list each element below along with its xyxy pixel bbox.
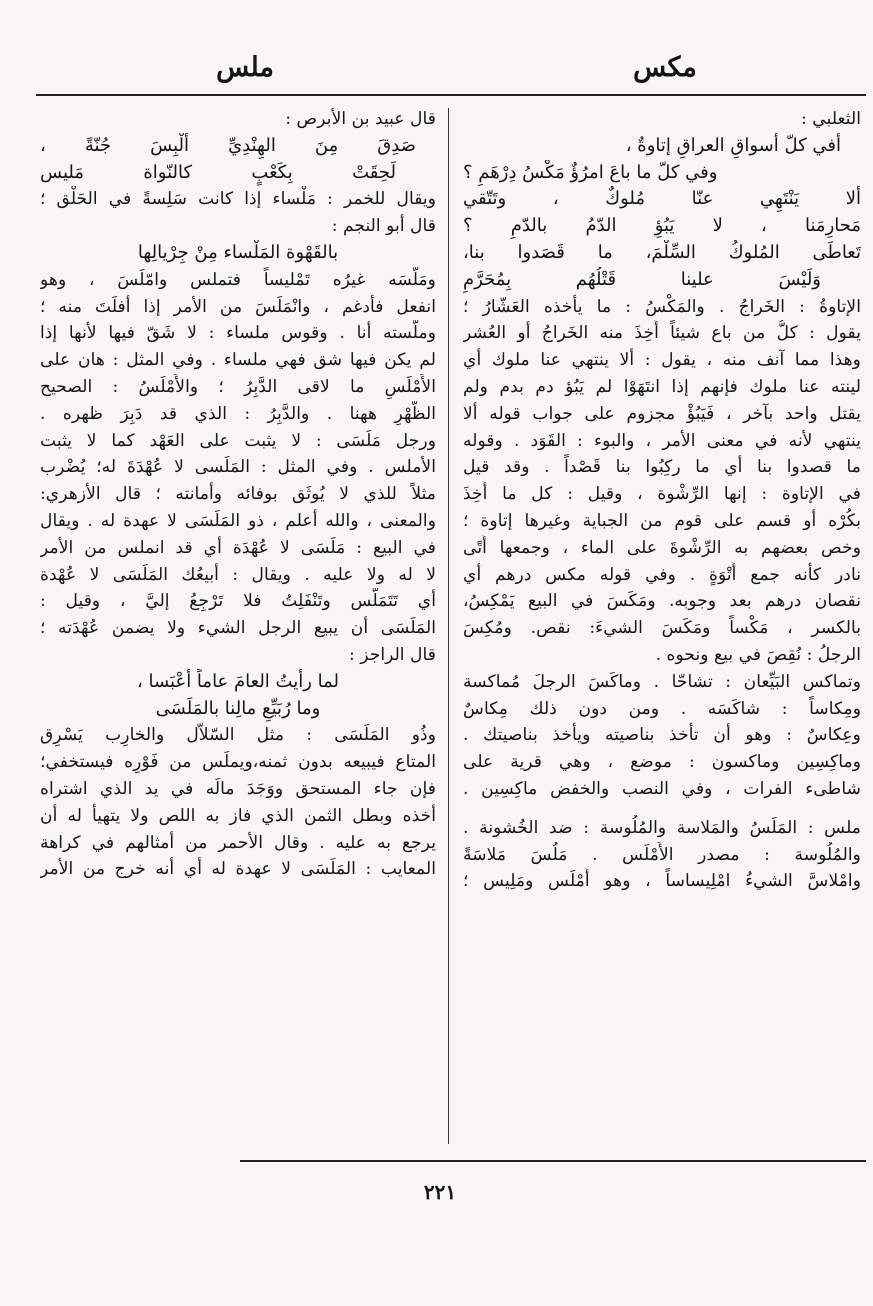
text-line: والمُلُوسة : مصدر الأَمْلَس . مَلُسَ مَلاسَةً [463,844,861,865]
text-line: انفعل فأُدغم ، وانْمَلَسَ من الأمر إذا أفلَتَ منه ؛ [40,296,436,317]
left-running-headword: ملس [216,52,274,83]
text-line: ما قصدوا بنا أي ما ركِبُوا بنا قَصْداً . وقد قيل [463,457,861,478]
right-column [463,106,861,895]
text-line: الظَّهْرِ ههنا . والدَّبِرُ : الذي قد دَبِرَ ظهره . [40,403,436,424]
verse-line: ألا يَنْتَهِي عنّا مُلوكٌ ، وتَتّقي [463,188,861,210]
text-line: لا له ولا عليه . ويقال : أبيعُك المَلَسَى لا عُهْدة [40,564,436,585]
entry-start-line: ملس : المَلَسُ والمَلاسة والمُلُوسة : ضد الخُشونة . [463,817,861,838]
verse-line: وفي كلّ ما باعَ امرُؤٌ مَكْسُ دِرْهَمِ ؟ [463,161,718,183]
text-line: في الإتاوة : إنها الرِّشْوة ، وقيل : كل ما أُخِذَ [463,484,861,505]
text-line: وذُو المَلَسَى : مثل السّلاّل والخارِب يَسْرِق [40,725,436,746]
entry-spacer [463,803,861,815]
text-line: لينته عنا ملوك فإنهم إذا انتَهَوْا لم يَبُؤ دم بدم ولم [463,376,861,397]
text-line: فإن جاء المستحق ووَجَدَ مالَه في يد الذي اشتراه [40,778,436,799]
text-line: بالكسر ، مَكْساً ومَكَسَ الشيءَ: نقص. ومُكِسَ [463,618,861,639]
top-rule [36,94,866,96]
text-line: وعِكاسٌ : وهو أن تأخذ بناصيته ويأخذ بناصيتك . [463,725,861,746]
text-line: المعايب : المَلَسَى لا عهدة له أي أنه خرج من الأمر [40,859,436,880]
text-line: وخص بعضهم به الرِّشْوةَ على الماء ، وجمعها أُتًى [463,537,861,558]
verse-line: وما رُبَيِّعٍ مالِنا بالمَلَسَى [155,697,321,719]
text-line: وملّسته أنا . وقوس ملساء : لا شَقّ فيها لأنها إذا [40,323,436,344]
text-line: نادر كأنه جمع أَتْوَةٍ . وفي قوله مكس درهم أي [463,564,861,585]
text-line: ومِكاساً : شاكَسَه . ومن دون ذلك مِكاسٌ [463,698,861,719]
text-line: في البيع : مَلَسَى لا عُهْدَة أي قد انملس من الأمر [40,537,436,558]
text-line: الثعلبي : [801,109,861,129]
text-line: وماكِسِين وماكسون : موضع ، وهي قرية على [463,752,861,773]
text-line: ورجل مَلَسَى : لا يثبت على العَهْد كما لا يثبت [40,430,436,451]
text-line: وتماكس البَيِّعان : تشاحّا . وماكَسَ الرجلَ مُماكسة [463,671,861,692]
bottom-rule [240,1160,866,1162]
text-line: يقول : كلُّ من باع شيئاً أُخِذَ منه الخَراجُ أو العُشر [463,323,861,344]
text-line: يقتل واحد بآخر ، فَيَبُؤْ مجزوم على جواب قوله ألا [463,403,861,424]
verse-line: مَحارِمَنا ، لا يَبُؤِ الدّمُ بالدّمِ ؟ [463,215,861,237]
text-line: بكُرْه أو قسم على قوم من الجباية وغيرها إتاوة ؛ [463,510,861,531]
text-line: قال الراجز : [348,644,436,665]
text-line: وامْلاسَّ الشيءُ امْلِيساساً ، وهو أَمْلَس ومَلِيس ؛ [463,871,861,892]
text-line: لم يكن فيها شق فهي ملساء . وفي المثل : هان على [40,350,436,371]
verse-line: لما رأيتُ العامَ عاماً أَعْبَسا ، [136,670,340,692]
text-line: الإتاوةُ : الخَراجُ . والمَكْسُ : ما يأخذه العَشّارُ ؛ [463,296,861,317]
text-line: قال عبيد بن الأبرص : [285,109,436,129]
right-running-headword: مكس [633,52,697,83]
text-line: المتاع فيبيعه بدون ثمنه،ويملَس من فَوْرِه فيستخفي؛ [40,752,436,773]
text-line: يرجع به عليه . وقال الأحمر من أمثالهم في كراهة [40,832,436,853]
text-line: ينتهي لأنه في معنى الأمر ، والبوء : القَوَد . وقوله [463,430,861,451]
text-line: مثلاً للذي لا يُوثَق بوفائه وأمانته ؛ قال الأزهري: [40,484,436,505]
text-line: ومَلّسَه غيرُه تَمْليساً فتملس وامّلَسَ ، وهو [40,269,436,290]
text-line: ويقال للخمر : مَلْساء إذا كانت سَلِسةً في الحَلْق ؛ [40,189,436,210]
left-column [40,106,436,883]
verse-line: وَلَيْسَ علينا قَتْلُهُم بِمُحَرَّمِ [463,268,821,290]
text-line: الأملس . وفي المثل : المَلَسى لا عُهْدَةَ له؛ يُضْرب [40,457,436,478]
verse-line: بالقَهْوة المَلْساء مِنْ جِرْيالِها [137,241,339,263]
verse-line: تَعاطَى المُلوكُ السِّلْمَ، ما قَصَدوا بنا، [463,241,861,263]
text-line: الرجلُ : نُقِصَ في بيع ونحوه . [655,644,861,665]
column-divider [448,108,449,1144]
verse-line: صَدِقَ مِنَ الهِنْدِيِّ أَلْبِسَ جُنّةً ، [40,134,416,156]
text-line: شاطىء الفرات ، وفي النصب والخفض ماكِسِين . [463,778,861,799]
text-line: قال أبو النجم : [331,216,436,237]
text-line: المَلَسَى أن يبيع الرجل الشيء ولا يضمن عُهْدَته ؛ [40,618,436,639]
text-line: أخذه وبطل الثمن الذي فاز به اللص ولا يتهيأ له أن [40,805,436,826]
verse-line: لَحِقَتْ بِكَعْبٍ كالنّواة مَليس [40,161,396,183]
text-line: الأَمْلَسِ ما لاقى الدَّبِرُ ؛ والأَمْلَسُ : الصحيح [40,376,436,397]
verse-line: أفي كلّ أسواقِ العراقِ إتاوةٌ ، [625,134,841,156]
page-number: ٢٢١ [423,1180,457,1204]
text-line: أي تَتَمَلَّس وتَنْفَلِتُ فلا تَرْجِعُ إليَّ ، وقيل : [40,591,436,612]
text-line: والمعنى ، والله أعلم ، ذو المَلَسَى لا عهدة له . ويقال [40,510,436,531]
text-line: نقصان درهم بعد وجوبه. ومَكَسَ في البيع يَمْكِسُ، [463,591,861,612]
text-line: وهذا مما آنف منه ، يقول : ألا ينتهي عنا ملوك أي [463,350,861,371]
